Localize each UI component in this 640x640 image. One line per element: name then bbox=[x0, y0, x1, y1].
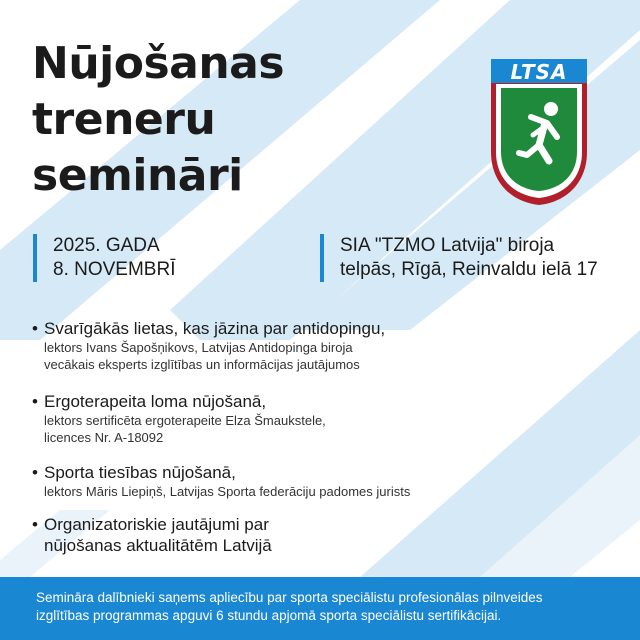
topic-detail: vecākais eksperts izglītības un informācijas jautājumos bbox=[44, 357, 360, 372]
event-place-line-2: telpās, Rīgā, Reinvaldu ielā 17 bbox=[340, 259, 598, 280]
footer-line-2: izglītības programmas apguvi 6 stundu apjomā sporta speciālistu sertifikācijai. bbox=[36, 608, 502, 623]
title-line-2: treneru bbox=[32, 94, 216, 145]
topic-detail: lektors Māris Liepiņš, Latvijas Sporta federāciju padomes jurists bbox=[44, 484, 411, 499]
page-title bbox=[32, 36, 284, 204]
event-date-line-1: 2025. GADA bbox=[53, 235, 160, 256]
ltsa-logo bbox=[487, 57, 591, 207]
event-place-line-1: SIA "TZMO Latvija" biroja bbox=[340, 235, 555, 256]
footer-banner bbox=[0, 577, 640, 640]
topic-detail: lektors sertificēta ergoterapeite Elza Šmaukstele, bbox=[44, 413, 326, 428]
topic-title: nūjošanas aktualitātēm Latvijā bbox=[44, 536, 272, 555]
logo-text: LTSA bbox=[510, 60, 568, 84]
title-line-1: Nūjošanas bbox=[32, 38, 285, 89]
list-item bbox=[32, 391, 592, 446]
topic-list bbox=[32, 318, 592, 556]
list-item bbox=[32, 462, 592, 500]
topic-title: • Svarīgākās lietas, kas jāzina par antidopingu, bbox=[44, 319, 386, 338]
topic-detail: lektors Ivans Šapošņikovs, Latvijas Antidopinga biroja bbox=[44, 340, 353, 355]
topic-title: • Ergoterapeita loma nūjošanā, bbox=[44, 392, 267, 411]
event-date-line-2: 8. NOVEMBRĪ bbox=[53, 259, 176, 280]
footer-line-1: Semināra dalībnieki saņems apliecību par sporta speciālistu profesionālas pilnveides bbox=[36, 590, 543, 605]
topic-title: • Organizatoriskie jautājumi par bbox=[44, 515, 269, 534]
topic-detail: licences Nr. A-18092 bbox=[44, 430, 164, 445]
list-item bbox=[32, 514, 592, 556]
title-line-3: semināri bbox=[32, 150, 243, 201]
list-item bbox=[32, 318, 592, 373]
event-date bbox=[33, 234, 273, 282]
topic-title: • Sporta tiesības nūjošanā, bbox=[44, 463, 236, 482]
event-place bbox=[320, 234, 620, 282]
